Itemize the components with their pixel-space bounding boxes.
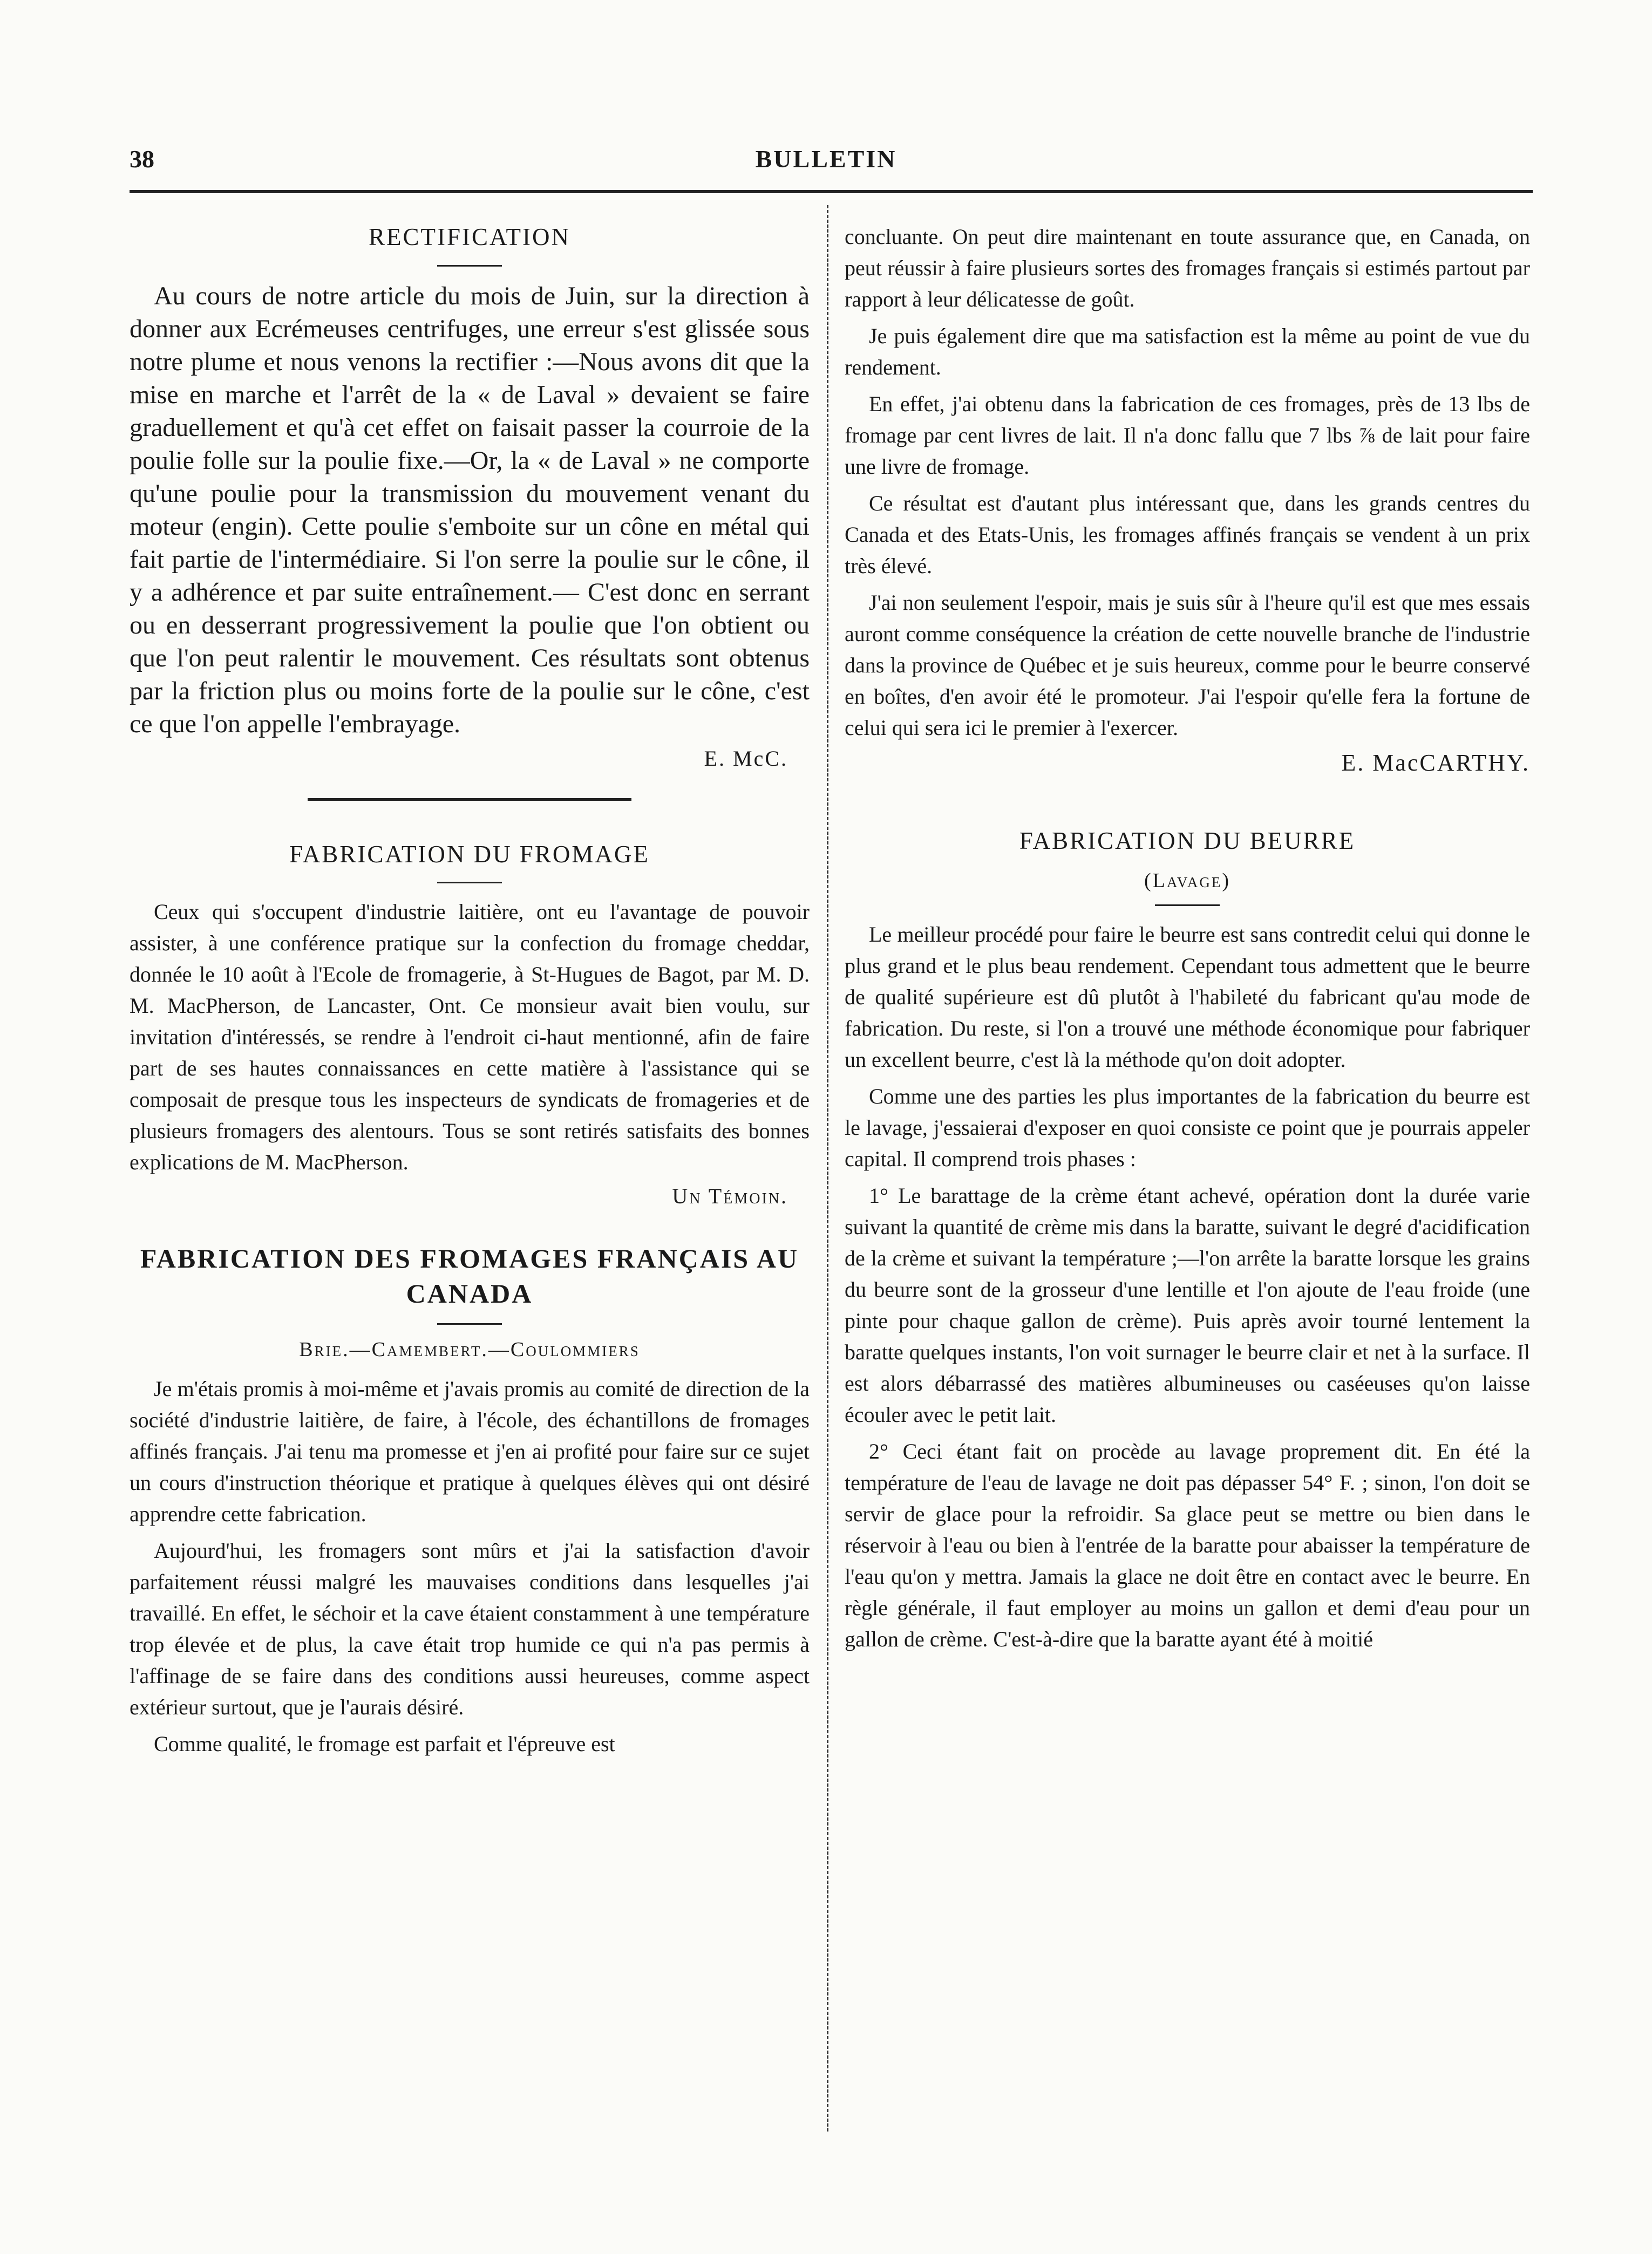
title-rule xyxy=(437,882,502,883)
article-title: FABRICATION DU FROMAGE xyxy=(289,840,650,868)
title-rule xyxy=(437,1323,502,1325)
section-rule xyxy=(308,798,631,801)
title-rule xyxy=(437,265,502,267)
paragraph: Ceux qui s'occupent d'industrie laitière, ont eu l'avantage de pouvoir assister, à une conférence pratique sur la confection du fromage cheddar, donnée le 10 août à l'Ecole de fromagerie, à St-Hugues de Bagot, par M. D. M. MacPherson, de Lancaster, Ont. Ce monsieur avait bien voulu, sur invitation d'intéressés, se rendre à l'endroit ci-haut mentionné, afin de faire part de ses hautes connaissances en cette matière à l'assistance qui se composait de presque tous les inspecteurs de syndicats de fromageries et de plusieurs fromagers des alentours. Tous se sont retirés satisfaits des bonnes explications de M. MacPherson. xyxy=(130,900,810,1174)
paragraph: Aujourd'hui, les fromagers sont mûrs et j'ai la satisfaction d'avoir parfaitement réussi malgré les mauvaises conditions dans lesquelles j'ai travaillé. En effet, le séchoir et la cave étaient constamment à une température trop élevée et de plus, la cave était trop humide ce qui n'a pas permis à l'affinage de se faire dans des conditions aussi heureuses, comme aspect extérieur surtout, que je l'aurais désiré. xyxy=(130,1538,810,1719)
article-fromages-francais-suite xyxy=(845,221,1530,777)
article-rectification xyxy=(130,221,810,771)
article-fromages-francais xyxy=(130,1241,810,1760)
running-head: BULLETIN xyxy=(755,145,897,173)
column-divider xyxy=(827,205,828,2132)
page-number: 38 xyxy=(130,145,154,173)
title-rule xyxy=(1155,904,1220,906)
article-subtitle: (Lavage) xyxy=(1144,869,1231,892)
article-beurre xyxy=(845,825,1530,1655)
paragraph: J'ai non seulement l'espoir, mais je suis sûr à l'heure qu'il est que mes essais auront comme conséquence la création de cette nouvelle branche de l'industrie dans la province de Québec et je suis heureux, comme pour le beurre conservé en boîtes, d'en avoir été le promoteur. J'ai l'espoir qu'elle fera la fortune de celui qui sera ici le premier à l'exercer. xyxy=(845,590,1530,740)
paragraph: 2° Ceci étant fait on procède au lavage proprement dit. En été la température de l'eau de lavage ne doit pas dépasser 54° F. ; sinon, l'on doit se servir de glace pour la refroidir. Sa glace peut se mettre ou bien dans le réservoir à l'eau ou bien à l'entrée de la baratte pour abaisser la température de l'eau qu'on y mettra. Jamais la glace ne doit être en contact avec le beurre. En règle générale, il faut employer au moins un gallon et demi d'eau pour un gallon de crème. C'est-à-dire que la baratte ayant été à moitié xyxy=(845,1439,1530,1651)
paragraph: Au cours de notre article du mois de Juin, sur la direction à donner aux Ecrémeuses centrifuges, une erreur s'est glissée sous notre plume et nous venons la rectifier :—Nous avons dit que la mise en marche et l'arrêt de la « de Laval » devaient se faire graduellement et qu'à cet effet on faisait passer la courroie de la poulie folle sur la poulie fixe.—Or, la « de Laval » ne comporte qu'une poulie pour la transmission du mouvement venant du moteur (engin). Cette poulie s'emboite sur un cône en métal qui fait partie de l'intermédiaire. Si l'on serre la poulie sur le cône, il y a adhérence et par suite entraînement.— C'est donc en serrant ou en desserrant progressivement la poulie que l'on obtient ou que l'on peut ralentir le mouvement. Ces résultats sont obtenus par la friction plus ou moins forte de la poulie sur le cône, c'est ce que l'on appelle l'embrayage. xyxy=(130,281,810,738)
signature: Un Témoin. xyxy=(672,1184,788,1208)
paragraph: Je m'étais promis à moi-même et j'avais promis au comité de direction de la société d'industrie laitière, de faire, à l'école, des échantillons de fromages affinés français. J'ai tenu ma promesse et j'en ai profité pour faire sur ce sujet un cours d'instruction théorique et pratique à quelques élèves qui ont désiré apprendre cette fabrication. xyxy=(130,1377,810,1526)
article-fromage xyxy=(130,839,810,1209)
right-column xyxy=(845,221,1530,1660)
signature: E. McC. xyxy=(704,746,788,771)
paragraph: Comme une des parties les plus importantes de la fabrication du beurre est le lavage, j'essaierai d'exposer en quoi consiste ce point que je pourrais appeler capital. Il comprend trois phases : xyxy=(845,1084,1530,1171)
paragraph: En effet, j'ai obtenu dans la fabrication de ces fromages, près de 13 lbs de fromage par cent livres de lait. Il n'a donc fallu que 7 lbs ⅞ de lait pour faire une livre de fromage. xyxy=(845,392,1530,479)
signature: E. MacCARTHY. xyxy=(1341,750,1530,776)
article-subtitle: Brie.—Camembert.—Coulommiers xyxy=(299,1338,640,1361)
left-column xyxy=(130,221,810,1765)
paragraph: 1° Le barattage de la crème étant achevé, opération dont la durée varie suivant la quantité de crème mis dans la baratte, suivant le degré d'acidification de la crème et suivant la température ;—l'on arrête la baratte lorsque les grains du beurre sont de la grosseur d'une lentille et l'on ajoute de l'eau froide (une pinte pour chaque gallon de crème). Puis après avoir tourné lentement la baratte quelques instants, l'on voit surnager le beurre clair et net à la surface. Il est alors débarrassé des matières albumineuses ou caséeuses qu'on laisse écouler avec le petit lait. xyxy=(845,1183,1530,1427)
article-title: RECTIFICATION xyxy=(369,223,570,250)
paragraph: Le meilleur procédé pour faire le beurre est sans contredit celui qui donne le plus grand et le plus beau rendement. Cependant tous admettent que le beurre de qualité supérieure est dû plutôt à l'habileté du fabricant qu'au mode de fabrication. Du reste, si l'on a trouvé une méthode économique pour fabriquer un excellent beurre, c'est là la méthode qu'on doit adopter. xyxy=(845,922,1530,1072)
paragraph: concluante. On peut dire maintenant en toute assurance que, en Canada, on peut réussir à faire plusieurs sortes des fromages français si estimés partout par rapport à leur délicatesse de goût. xyxy=(845,224,1530,311)
paragraph: Ce résultat est d'autant plus intéressant que, dans les grands centres du Canada et des Etats-Unis, les fromages affinés français se vendent à un prix très élevé. xyxy=(845,491,1530,578)
paragraph: Je puis également dire que ma satisfaction est la même au point de vue du rendement. xyxy=(845,324,1530,379)
paragraph: Comme qualité, le fromage est parfait et l'épreuve est xyxy=(154,1732,615,1756)
article-title: FABRICATION DES FROMAGES FRANÇAIS AU CANADA xyxy=(140,1243,799,1309)
article-title: FABRICATION DU BEURRE xyxy=(1019,827,1356,854)
header-rule xyxy=(130,190,1533,193)
